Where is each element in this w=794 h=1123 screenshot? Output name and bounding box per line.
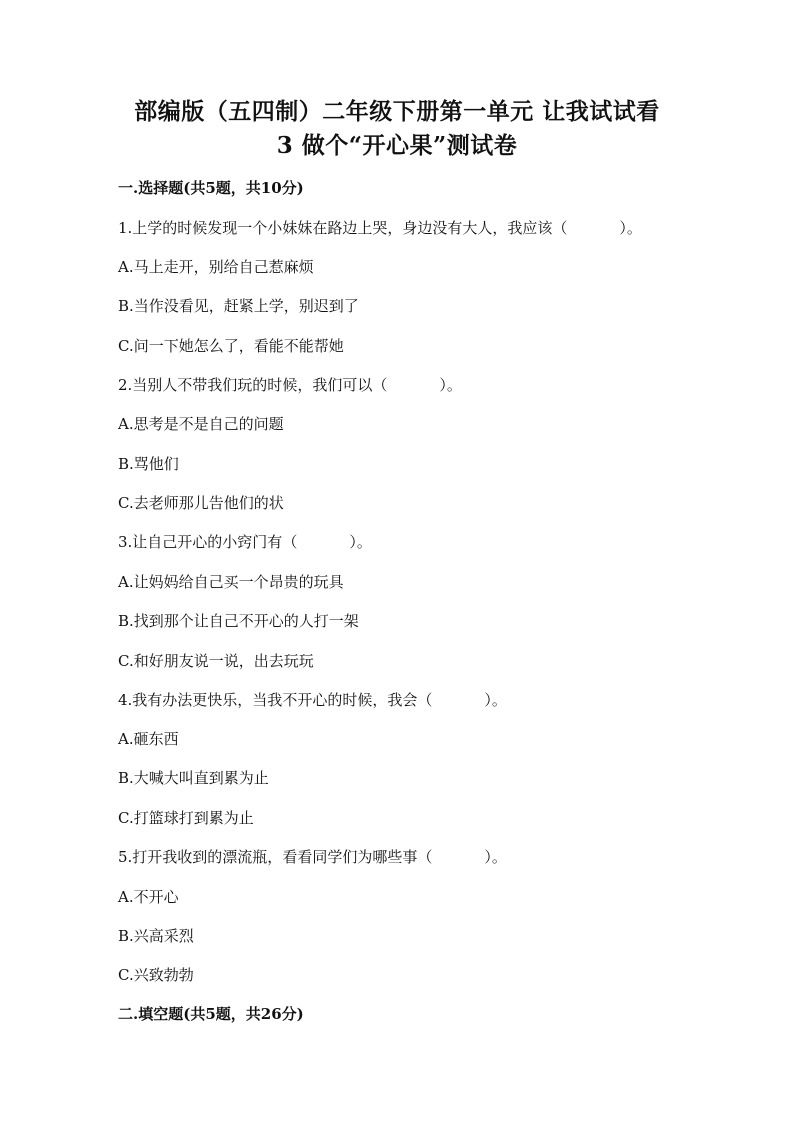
question-stem: 4.我有办法更快乐，当我不开心的时候，我会（ <box>118 691 433 709</box>
question-5-option-a: A.不开心 <box>118 888 179 906</box>
question-stem-end: ）。 <box>484 848 507 866</box>
question-2-option-c: C.去老师那儿告他们的状 <box>118 494 284 512</box>
question-5 <box>118 847 507 867</box>
question-stem-end: ）。 <box>619 219 642 237</box>
question-3-option-a: A.让妈妈给自己买一个昂贵的玩具 <box>118 573 344 591</box>
exam-title-line1: 部编版（五四制）二年级下册第一单元 让我试试看 <box>134 98 660 125</box>
question-5-option-b: B.兴高采烈 <box>118 927 194 945</box>
question-1 <box>118 218 642 238</box>
question-2-option-b: B.骂他们 <box>118 455 179 473</box>
question-4-option-a: A.砸东西 <box>118 730 179 748</box>
section-heading-choice: 一.选择题(共5题，共10分) <box>118 179 304 197</box>
question-3-option-c: C.和好朋友说一说，出去玩玩 <box>118 652 314 670</box>
question-1-option-a: A.马上走开，别给自己惹麻烦 <box>118 258 314 276</box>
section-heading-fill-blank: 二.填空题(共5题，共26分) <box>118 1005 304 1023</box>
question-stem-end: ）。 <box>484 691 507 709</box>
question-stem: 2.当别人不带我们玩的时候，我们可以（ <box>118 376 388 394</box>
question-4-option-b: B.大喊大叫直到累为止 <box>118 769 269 787</box>
question-stem: 1.上学的时候发现一个小妹妹在路边上哭，身边没有大人，我应该（ <box>118 219 568 237</box>
question-3-option-b: B.找到那个让自己不开心的人打一架 <box>118 612 359 630</box>
question-stem-end: ）。 <box>439 376 462 394</box>
question-1-option-b: B.当作没看见，赶紧上学，别迟到了 <box>118 297 359 315</box>
question-stem-end: ）。 <box>349 533 372 551</box>
question-stem: 5.打开我收到的漂流瓶，看看同学们为哪些事（ <box>118 848 433 866</box>
exam-title-line2: 3 做个“开心果”测试卷 <box>276 132 518 159</box>
question-3 <box>118 532 372 552</box>
question-stem: 3.让自己开心的小窍门有（ <box>118 533 298 551</box>
question-2 <box>118 375 462 395</box>
question-4-option-c: C.打篮球打到累为止 <box>118 809 254 827</box>
question-1-option-c: C.问一下她怎么了，看能不能帮她 <box>118 337 344 355</box>
question-5-option-c: C.兴致勃勃 <box>118 966 194 984</box>
question-2-option-a: A.思考是不是自己的问题 <box>118 415 284 433</box>
question-4 <box>118 690 507 710</box>
